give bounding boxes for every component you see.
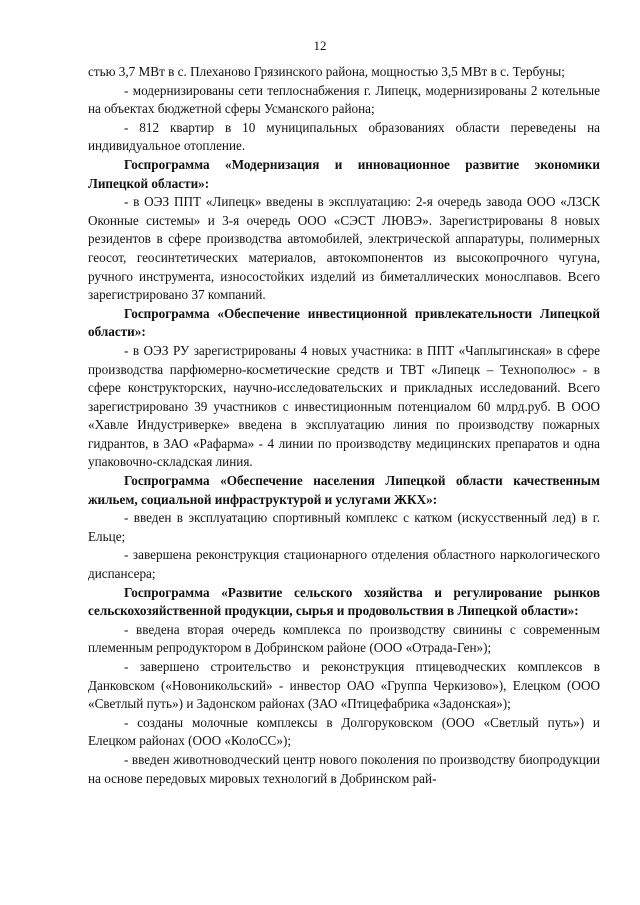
heading-housing-program: Госпрограмма «Обеспечение населения Липецкой области качественным жильем, социальной инфраструктурой и услугами ЖКХ»:	[88, 473, 600, 507]
paragraph-individual-heating: - 812 квартир в 10 муниципальных образованиях области переведены на индивидуальное отопление.	[88, 119, 600, 154]
heading-modernization-program: Госпрограмма «Модернизация и инновационное развитие экономики Липецкой области»:	[88, 156, 600, 191]
paragraph-dispensary: - завершена реконструкция стационарного отделения областного наркологического диспансера;	[88, 547, 600, 582]
paragraph-poultry-complexes: - завершено строительство и реконструкция птицеводческих комплексов в Данковском («Новоникольский» - инвестор ОАО «Группа Черкизово»), Елецком (ООО «Светлый путь») и Задонском районах (ЗАО «Птицефабрика «Задонская»);	[88, 659, 600, 712]
paragraph-sez-lipetsk: - в ОЭЗ ППТ «Липецк» введены в эксплуатацию: 2-я очередь завода ООО «ЛЗСК Оконные системы» и 3-я очередь ООО «СЭСТ ЛЮВЭ». Зарегистрированы 8 новых резидентов в сфере производства автомобилей, электрической аппаратуры, полимерных геосот, геосинтетических материалов, автокомпонентов из высокопрочного чугуна, ручного инструмента, износостойких изделий из биметаллических монослпавов. Всего зарегистрировано 37 компаний.	[88, 194, 600, 303]
paragraph-regional-sez: - в ОЭЗ РУ зарегистрированы 4 новых участника: в ППТ «Чаплыгинская» в сфере производства парфюмерно-косметические средств и ТВТ «Липецк – Технополюс» - в сфере конструкторских, научно-исследовательских и прикладных исследований. Всего зарегистрировано 39 участников с инвестиционным потенциалом 60 млрд.руб. В ООО «Хавле Индустриверке» введена в эксплуатацию линия по производству пожарных гидрантов, в ЗАО «Рафарма» - 4 линии по производству медицинских препаратов и одна упаковочно-складская линия.	[88, 342, 600, 470]
paragraph-dairy-complexes: - созданы молочные комплексы в Долгоруковском (ООО «Светлый путь») и Елецком районах (ООО «КолоСС»);	[88, 714, 600, 749]
paragraph-heating-networks: - модернизированы сети теплоснабжения г. Липецк, модернизированы 2 котельные на объектах бюджетной сферы Усманского района;	[88, 82, 600, 117]
paragraph-heating-continuation: стью 3,7 МВт в с. Плеханово Грязинского района, мощностью 3,5 МВт в с. Тербуны;	[88, 64, 565, 79]
heading-investment-program: Госпрограмма «Обеспечение инвестиционной привлекательности Липецкой области»:	[88, 305, 600, 340]
paragraph-pork-complex: - введена вторая очередь комплекса по производству свинины с современным племенным репродуктором в Добринском районе (ООО «Отрада-Ген»);	[88, 621, 600, 656]
heading-agriculture-program: Госпрограмма «Развитие сельского хозяйства и регулирование рынков сельскохозяйственной продукции, сырья и продовольствия в Липецкой области»:	[88, 584, 600, 619]
document-body	[88, 63, 600, 788]
paragraph-sports-complex: - введен в эксплуатацию спортивный комплекс с катком (искусственный лед) в г. Ельце;	[88, 510, 600, 544]
paragraph-livestock-center: - введен животноводческий центр нового поколения по производству биопродукции на основе передовых мировых технологий в Добринском рай-	[88, 751, 600, 786]
page-number: 12	[313, 38, 327, 53]
